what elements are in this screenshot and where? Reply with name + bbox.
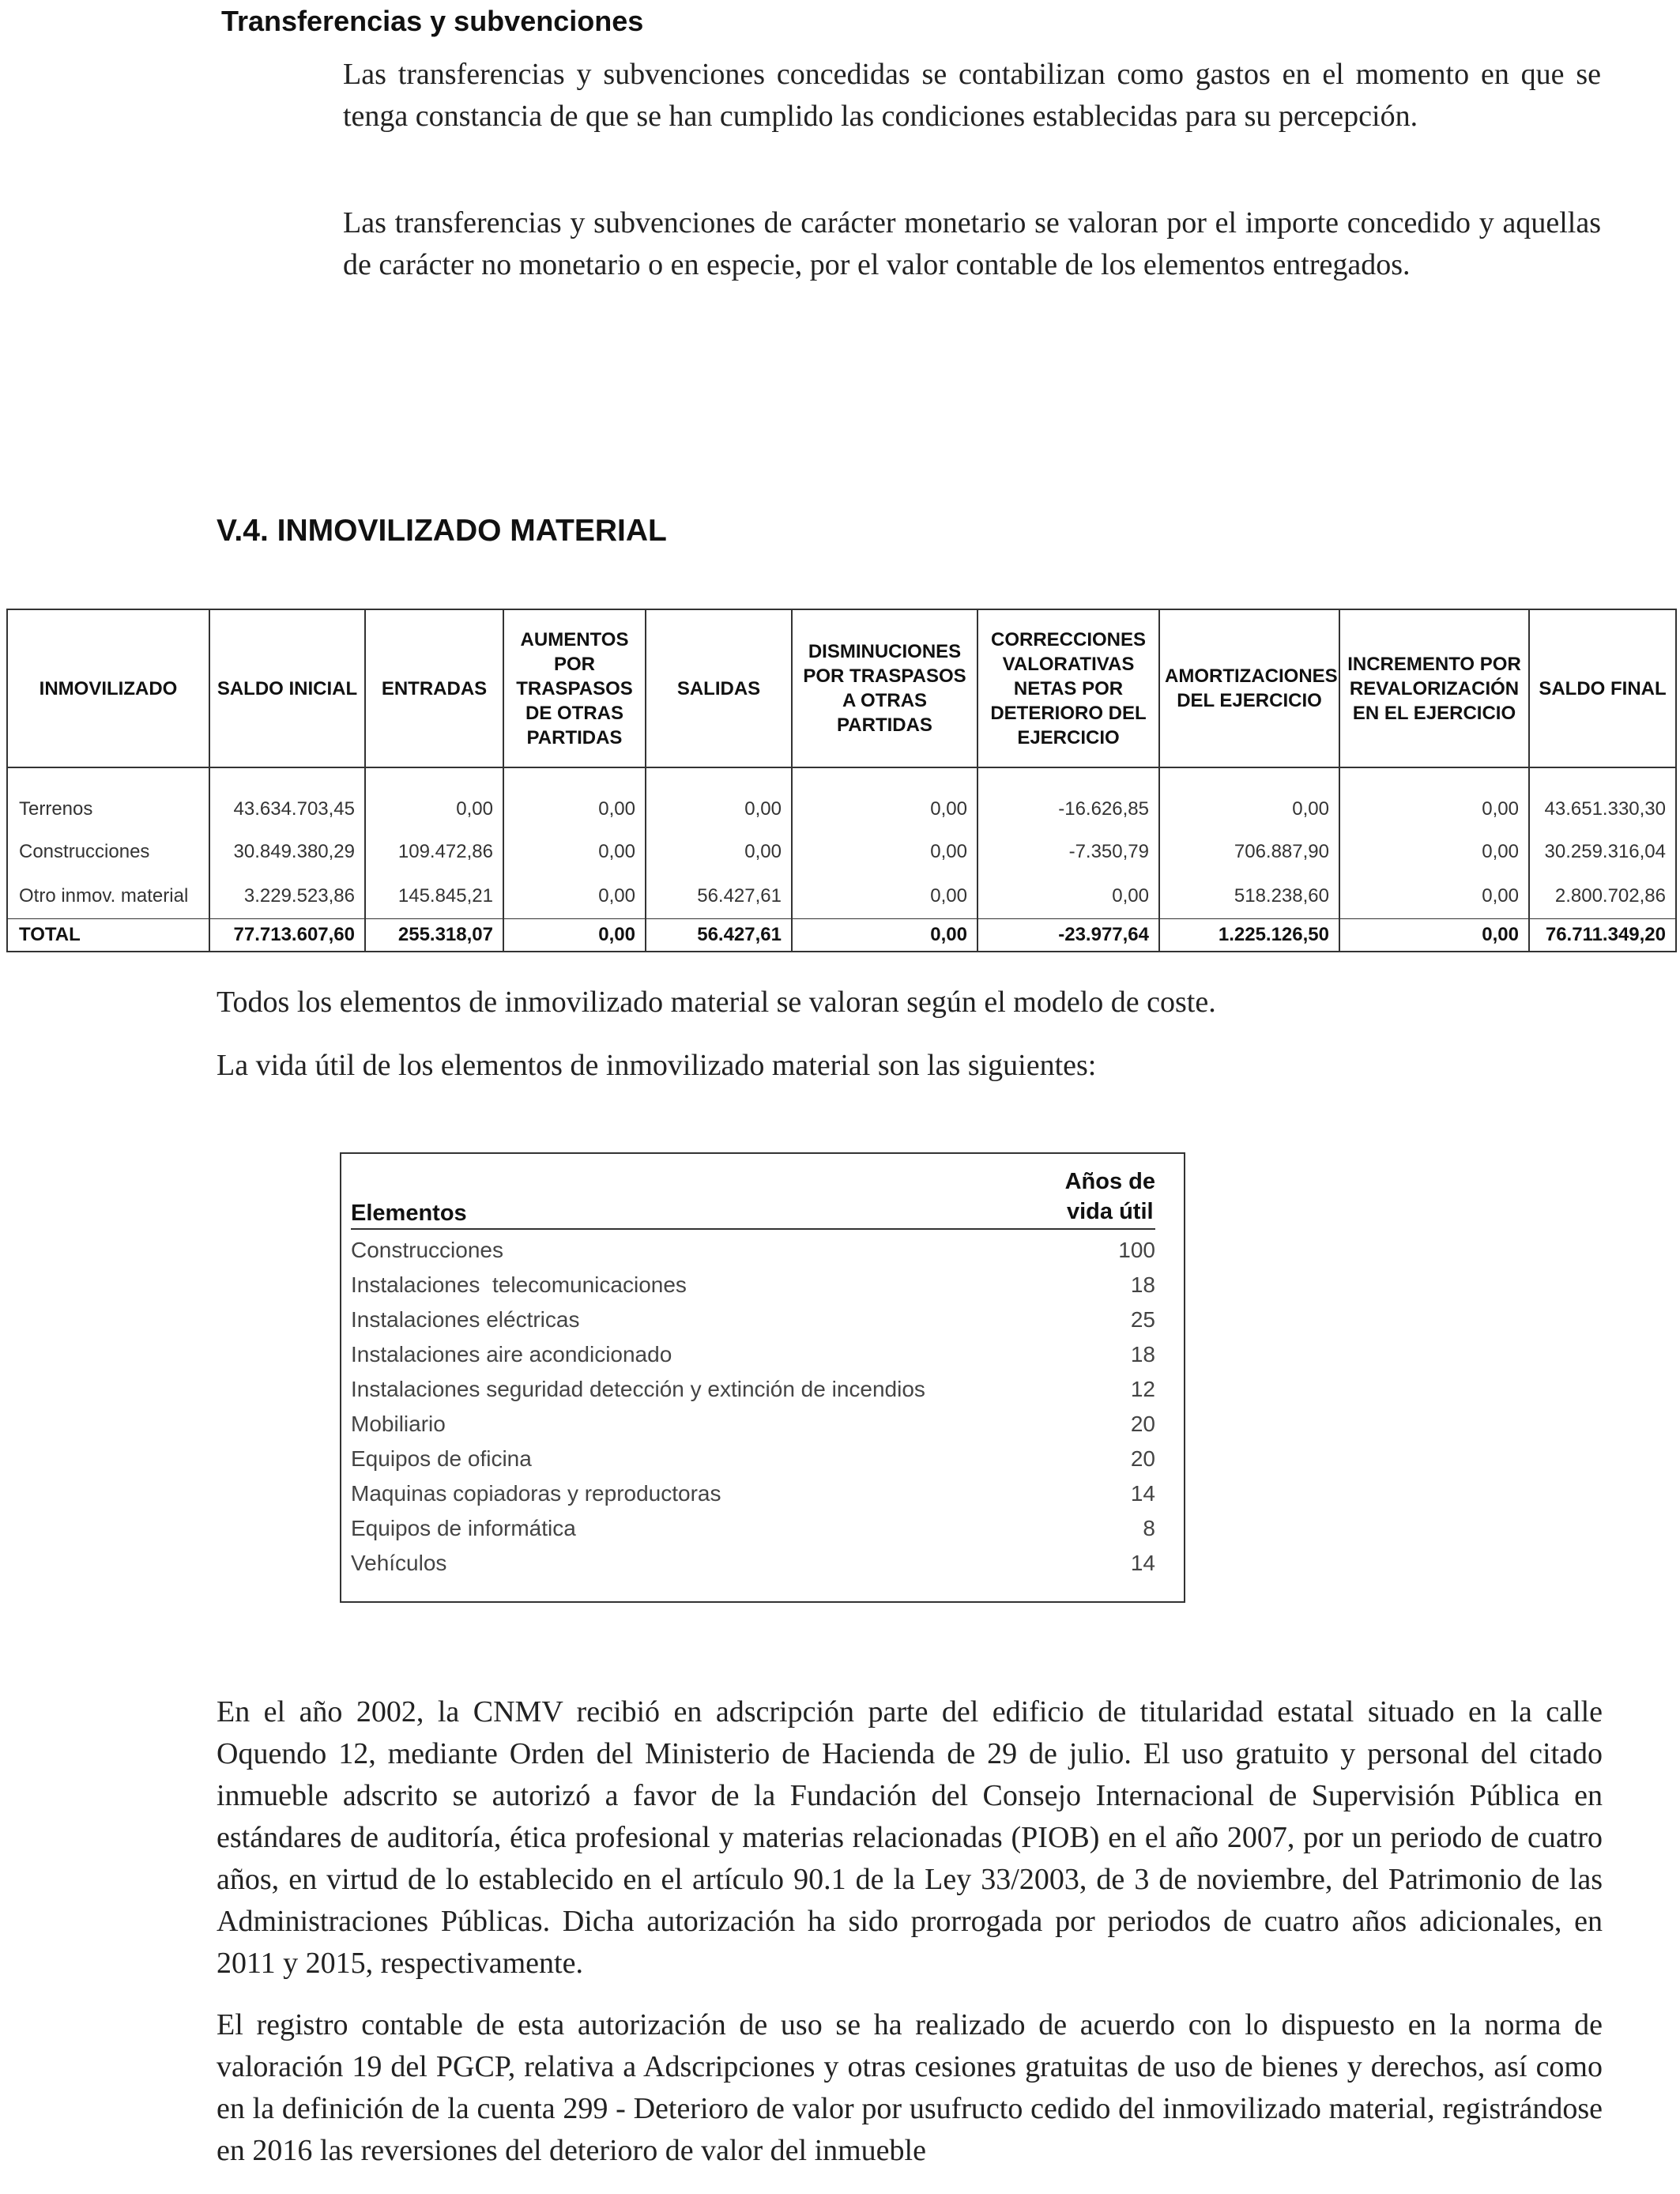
elemento-name: Instalaciones seguridad detección y extinción de incendios <box>351 1377 925 1401</box>
header-salidas: SALIDAS <box>646 609 792 767</box>
table-cell: 0,00 <box>503 767 646 830</box>
vida-util-rows <box>351 1233 1155 1581</box>
list-item <box>351 1476 1155 1511</box>
table-cell: 518.238,60 <box>1159 874 1339 919</box>
list-item <box>351 1511 1155 1546</box>
total-cell: 1.225.126,50 <box>1159 919 1339 952</box>
table-cell: 0,00 <box>1339 830 1529 874</box>
total-cell: 0,00 <box>792 919 977 952</box>
elemento-name: Mobiliario <box>351 1412 446 1436</box>
total-label: TOTAL <box>7 919 209 952</box>
table-cell: 30.849.380,29 <box>209 830 365 874</box>
table-cell: 0,00 <box>792 767 977 830</box>
section-title-transferencias: Transferencias y subvenciones <box>221 5 644 37</box>
list-item <box>351 1442 1155 1476</box>
elemento-name: Vehículos <box>351 1551 447 1575</box>
table-cell: 43.651.330,30 <box>1529 767 1676 830</box>
table-cell: 0,00 <box>792 830 977 874</box>
total-cell: 77.713.607,60 <box>209 919 365 952</box>
header-disminuciones: DISMINUCIONES POR TRASPASOS A OTRAS PARTIDAS <box>792 609 977 767</box>
list-item <box>351 1372 1155 1407</box>
elemento-name: Maquinas copiadoras y reproductoras <box>351 1481 721 1506</box>
list-item <box>351 1233 1155 1268</box>
table-row <box>7 874 1676 919</box>
elemento-anos: 12 <box>1130 1377 1155 1401</box>
paragraph-adscripcion: En el año 2002, la CNMV recibió en adscripción parte del edificio de titularidad estatal situado en la calle Oquendo 12, mediante Orden del Ministerio de Hacienda de 29 de julio. El uso gratuito y personal del citado inmueble adscrito se autorizó a favor de la Fundación del Consejo Internacional de Supervisión Pública en estándares de auditoría, ética profesional y materias relacionadas (PIOB) en el año 2007, por un periodo de cuatro años, en virtud de lo establecido en el artículo 90.1 de la Ley 33/2003, de 3 de noviembre, del Patrimonio de las Administraciones Públicas. Dicha autorización ha sido prorrogada por periodos de cuatro años adicionales, en 2011 y 2015, respectivamente. <box>217 1695 1603 1980</box>
table-row <box>7 767 1676 830</box>
table-cell: 3.229.523,86 <box>209 874 365 919</box>
vida-util-header <box>351 1162 1155 1230</box>
vida-util-table <box>340 1152 1185 1603</box>
elemento-name: Equipos de oficina <box>351 1446 532 1471</box>
table-cell: 2.800.702,86 <box>1529 874 1676 919</box>
elemento-name: Construcciones <box>351 1238 503 1262</box>
table-cell: Terrenos <box>7 767 209 830</box>
total-cell: 255.318,07 <box>365 919 503 952</box>
table-cell: 109.472,86 <box>365 830 503 874</box>
table-cell: 0,00 <box>503 874 646 919</box>
total-cell: 76.711.349,20 <box>1529 919 1676 952</box>
table-cell: 0,00 <box>646 830 792 874</box>
elemento-anos: 25 <box>1130 1307 1155 1332</box>
header-amortizaciones: AMORTIZACIONES DEL EJERCICIO <box>1159 609 1339 767</box>
table-cell: 0,00 <box>1159 767 1339 830</box>
list-item <box>351 1302 1155 1337</box>
paragraph-modelo-coste: Todos los elementos de inmovilizado material se valoran según el modelo de coste. <box>217 986 1216 1019</box>
table-cell: -16.626,85 <box>977 767 1159 830</box>
table-cell: -7.350,79 <box>977 830 1159 874</box>
paragraph-transferencias-1: Las transferencias y subvenciones concedidas se contabilizan como gastos en el momento en que se tenga constancia de que se han cumplido las condiciones establecidas para su percepción. <box>343 58 1601 133</box>
elemento-anos: 20 <box>1130 1446 1155 1471</box>
elemento-anos: 20 <box>1130 1412 1155 1436</box>
elemento-name: Instalaciones eléctricas <box>351 1307 580 1332</box>
table-cell: 0,00 <box>792 874 977 919</box>
table-cell: 0,00 <box>977 874 1159 919</box>
table-cell: 0,00 <box>646 767 792 830</box>
list-item <box>351 1337 1155 1372</box>
table-cell: 0,00 <box>1339 874 1529 919</box>
elemento-anos: 18 <box>1130 1272 1155 1297</box>
elemento-name: Instalaciones telecomunicaciones <box>351 1272 687 1297</box>
paragraph-vida-util-intro: La vida útil de los elementos de inmovilizado material son las siguientes: <box>217 1049 1097 1082</box>
header-entradas: ENTRADAS <box>365 609 503 767</box>
inmovilizado-table <box>6 609 1677 952</box>
list-item <box>351 1546 1155 1581</box>
table-total-row <box>7 919 1676 952</box>
table-cell: 706.887,90 <box>1159 830 1339 874</box>
table-row <box>7 830 1676 874</box>
elemento-name: Instalaciones aire acondicionado <box>351 1342 672 1367</box>
table-cell: 30.259.316,04 <box>1529 830 1676 874</box>
table-cell: Construcciones <box>7 830 209 874</box>
header-anos-line2: vida útil <box>1067 1199 1154 1224</box>
list-item <box>351 1407 1155 1442</box>
total-cell: 56.427,61 <box>646 919 792 952</box>
header-aumentos: AUMENTOS POR TRASPASOS DE OTRAS PARTIDAS <box>503 609 646 767</box>
header-saldo-inicial: SALDO INICIAL <box>209 609 365 767</box>
header-correcciones: CORRECCIONES VALORATIVAS NETAS POR DETERIORO DEL EJERCICIO <box>977 609 1159 767</box>
elemento-anos: 14 <box>1130 1481 1155 1506</box>
elemento-anos: 18 <box>1130 1342 1155 1367</box>
table-header-row <box>7 609 1676 767</box>
table-cell: 0,00 <box>1339 767 1529 830</box>
elemento-anos: 14 <box>1130 1551 1155 1575</box>
paragraph-registro-contable: El registro contable de esta autorización de uso se ha realizado de acuerdo con lo dispuesto en la norma de valoración 19 del PGCP, relativa a Adscripciones y otras cesiones gratuitas de uso de bienes y derechos, así como en la definición de la cuenta 299 - Deterioro de valor por usufructo cedido del inmovilizado material, registrándose en 2016 las reversiones del deterioro de valor del inmueble <box>217 2008 1603 2167</box>
header-saldo-final: SALDO FINAL <box>1529 609 1676 767</box>
total-cell: -23.977,64 <box>977 919 1159 952</box>
table-cell: 0,00 <box>365 767 503 830</box>
total-cell: 0,00 <box>503 919 646 952</box>
table-cell: 145.845,21 <box>365 874 503 919</box>
header-elementos: Elementos <box>351 1201 467 1226</box>
elemento-anos: 100 <box>1118 1238 1155 1262</box>
elemento-name: Equipos de informática <box>351 1516 576 1540</box>
table-cell: 0,00 <box>503 830 646 874</box>
header-anos-vida-util <box>1065 1167 1155 1227</box>
header-inmovilizado: INMOVILIZADO <box>7 609 209 767</box>
header-anos-line1: Años de <box>1064 1169 1155 1194</box>
total-cell: 0,00 <box>1339 919 1529 952</box>
list-item <box>351 1268 1155 1302</box>
table-cell: 56.427,61 <box>646 874 792 919</box>
header-incremento: INCREMENTO POR REVALORIZACIÓN EN EL EJERCICIO <box>1339 609 1529 767</box>
table-cell: 43.634.703,45 <box>209 767 365 830</box>
elemento-anos: 8 <box>1143 1516 1155 1540</box>
table-cell: Otro inmov. material <box>7 874 209 919</box>
section-title-inmovilizado: V.4. INMOVILIZADO MATERIAL <box>217 514 667 548</box>
paragraph-transferencias-2: Las transferencias y subvenciones de carácter monetario se valoran por el importe concedido y aquellas de carácter no monetario o en especie, por el valor contable de los elementos entregados. <box>343 206 1601 281</box>
